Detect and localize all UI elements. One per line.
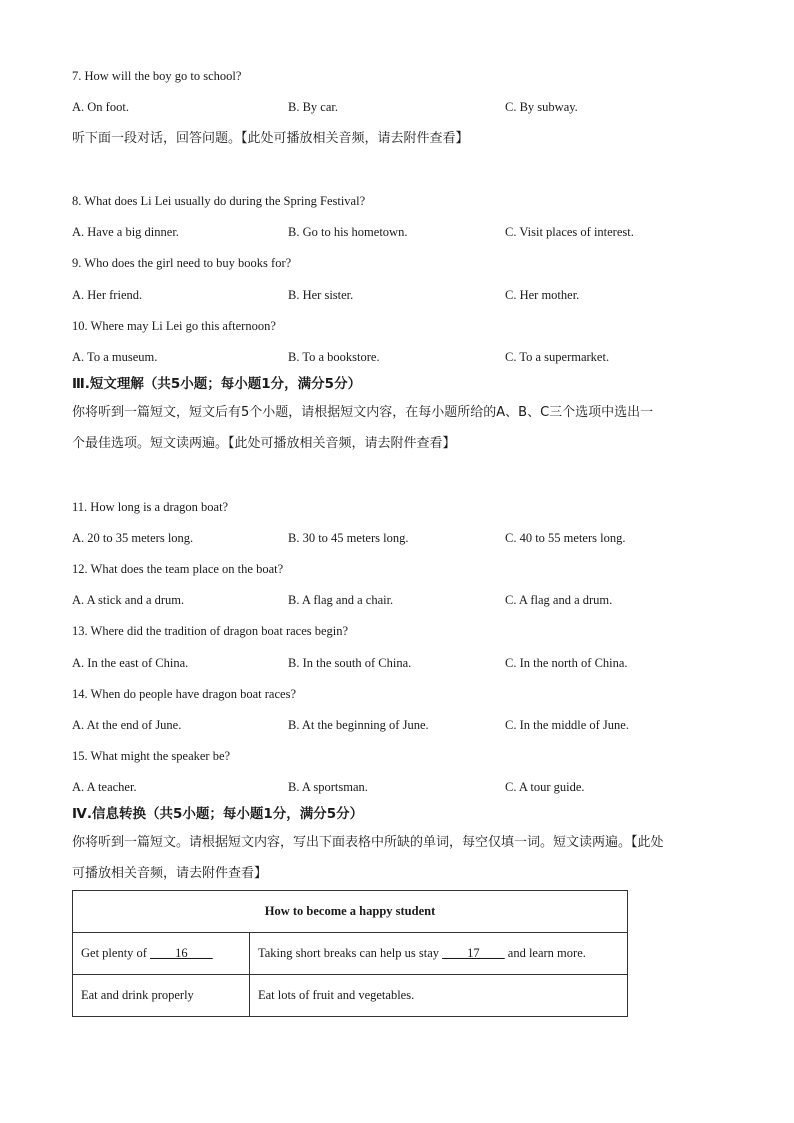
- question-14-option-b: B. At the beginning of June.: [288, 718, 429, 732]
- question-7-option-b: B. By car.: [288, 100, 338, 114]
- question-13-option-a: A. In the east of China.: [72, 656, 189, 670]
- question-7-option-c: C. By subway.: [505, 100, 578, 114]
- question-12-stem: 12. What does the team place on the boat?: [72, 562, 284, 576]
- question-13-option-b: B. In the south of China.: [288, 656, 412, 670]
- dialog-instruction: 听下面一段对话，回答问题。【此处可播放相关音频，请去附件查看】: [72, 131, 469, 146]
- question-14-stem: 14. When do people have dragon boat races?: [72, 687, 296, 701]
- info-table: [72, 890, 628, 1017]
- table-row: [73, 975, 628, 1017]
- section-4-instruction-line2: 可播放相关音频，请去附件查看】: [72, 866, 268, 881]
- blank-16: ____16____: [150, 946, 213, 960]
- question-7-option-a: A. On foot.: [72, 100, 129, 114]
- question-7-stem: 7. How will the boy go to school?: [72, 69, 242, 83]
- table-cell-right: [250, 933, 628, 975]
- question-12-option-a: A. A stick and a drum.: [72, 593, 185, 607]
- section-3-instruction-line1: 你将听到一篇短文，短文后有5个小题，请根据短文内容，在每小题所给的A、B、C三个选项中选出一: [72, 405, 654, 420]
- cell-text-post: and learn more.: [504, 946, 586, 960]
- question-9-option-c: C. Her mother.: [505, 288, 580, 302]
- blank-17: ____17____: [442, 946, 505, 960]
- question-10-stem: 10. Where may Li Lei go this afternoon?: [72, 319, 276, 333]
- cell-text: Get plenty of: [81, 946, 151, 960]
- question-12-option-c: C. A flag and a drum.: [505, 593, 613, 607]
- question-14-option-a: A. At the end of June.: [72, 718, 182, 732]
- question-15-option-a: A. A teacher.: [72, 780, 137, 794]
- question-9-stem: 9. Who does the girl need to buy books for?: [72, 256, 292, 270]
- question-11-option-b: B. 30 to 45 meters long.: [288, 531, 409, 545]
- question-10-option-a: A. To a museum.: [72, 350, 158, 364]
- question-15-option-b: B. A sportsman.: [288, 780, 368, 794]
- question-13-option-c: C. In the north of China.: [505, 656, 628, 670]
- question-14-option-c: C. In the middle of June.: [505, 718, 629, 732]
- question-8-option-a: A. Have a big dinner.: [72, 225, 179, 239]
- section-4-instruction-line1: 你将听到一篇短文。请根据短文内容，写出下面表格中所缺的单词，每空仅填一词。短文读两遍。【此处: [72, 835, 664, 850]
- question-10-option-c: C. To a supermarket.: [505, 350, 610, 364]
- table-cell-left: [73, 933, 250, 975]
- question-12-option-b: B. A flag and a chair.: [288, 593, 394, 607]
- question-11-option-c: C. 40 to 55 meters long.: [505, 531, 626, 545]
- question-9-option-a: A. Her friend.: [72, 288, 143, 302]
- question-8-option-b: B. Go to his hometown.: [288, 225, 408, 239]
- question-9-option-b: B. Her sister.: [288, 288, 354, 302]
- section-3-title: Ⅲ.短文理解（共5小题；每小题1分，满分5分）: [72, 376, 362, 392]
- question-15-option-c: C. A tour guide.: [505, 780, 585, 794]
- question-11-option-a: A. 20 to 35 meters long.: [72, 531, 194, 545]
- question-13-stem: 13. Where did the tradition of dragon boat races begin?: [72, 624, 349, 638]
- section-4-title: Ⅳ.信息转换（共5小题；每小题1分，满分5分）: [72, 806, 364, 822]
- section-3-instruction-line2: 个最佳选项。短文读两遍。【此处可播放相关音频，请去附件查看】: [72, 436, 456, 451]
- question-15-stem: 15. What might the speaker be?: [72, 749, 231, 763]
- table-title: How to become a happy student: [73, 891, 628, 933]
- table-row: [73, 933, 628, 975]
- question-10-option-b: B. To a bookstore.: [288, 350, 380, 364]
- question-8-stem: 8. What does Li Lei usually do during the Spring Festival?: [72, 194, 366, 208]
- table-cell-left: Eat and drink properly: [73, 975, 250, 1017]
- question-11-stem: 11. How long is a dragon boat?: [72, 500, 229, 514]
- table-cell-right: Eat lots of fruit and vegetables.: [250, 975, 628, 1017]
- cell-text: Taking short breaks can help us stay: [258, 946, 443, 960]
- question-8-option-c: C. Visit places of interest.: [505, 225, 634, 239]
